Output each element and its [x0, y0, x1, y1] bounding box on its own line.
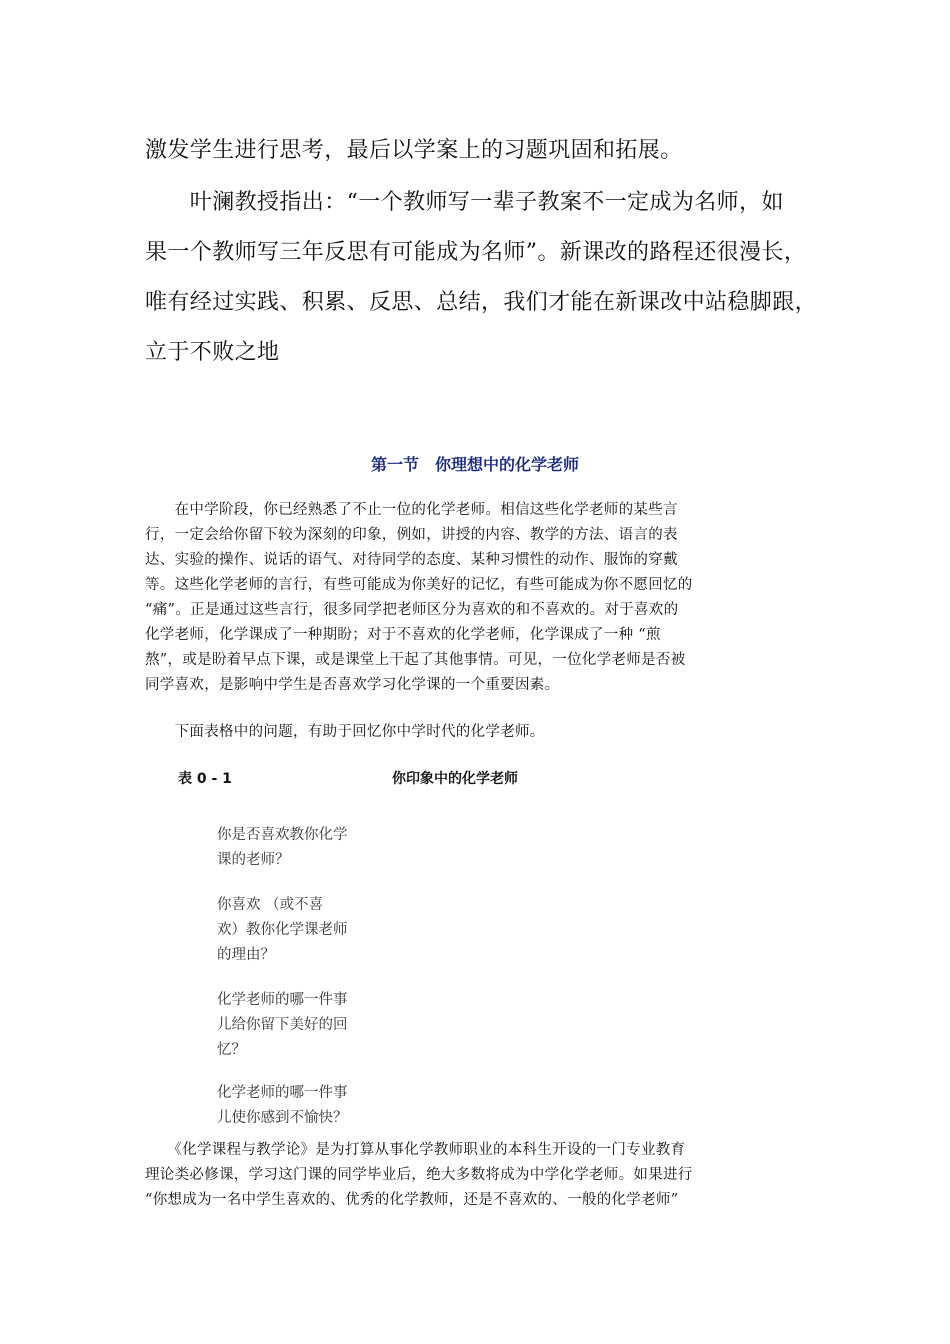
- table-question-line: 你喜欢 （或不喜: [217, 897, 324, 913]
- table-question-line: 你是否喜欢教你化学: [217, 827, 348, 843]
- closing-paragraph-line: 《化学课程与教学论》是为打算从事化学教师职业的本科生开设的一门专业教育: [145, 1142, 686, 1158]
- body-paragraph-line: 同学喜欢，是影响中学生是否喜欢学习化学课的一个重要因素。: [145, 677, 560, 693]
- table-question-line: 的理由？: [217, 947, 275, 963]
- body-paragraph-line: 等。这些化学老师的言行，有些可能成为你美好的记忆，有些可能成为你不愿回忆的: [145, 577, 693, 593]
- body-paragraph-line: 化学老师，化学课成了一种期盼；对于不喜欢的化学老师，化学课成了一种 “煎: [145, 627, 661, 643]
- body-paragraph-line: 在中学阶段，你已经熟悉了不止一位的化学老师。相信这些化学老师的某些言: [145, 502, 678, 518]
- table-question-line: 化学老师的哪一件事: [217, 1085, 348, 1101]
- body-paragraph-line: 熬”，或是盼着早点下课，或是课堂上干起了其他事情。可见，一位化学老师是否被: [145, 652, 686, 668]
- intro-paragraph-line: 果一个教师写三年反思有可能成为名师”。新课改的路程还很漫长，: [145, 240, 807, 265]
- table-number: 表 0 - 1: [178, 771, 232, 787]
- table-question-line: 儿使你感到不愉快？: [217, 1110, 348, 1126]
- body-paragraph-line: 行，一定会给你留下较为深刻的印象，例如，讲授的内容、教学的方法、语言的表: [145, 527, 678, 543]
- table-question-line: 化学老师的哪一件事: [217, 992, 348, 1008]
- closing-paragraph-line: 理论类必修课，学习这门课的同学毕业后，绝大多数将成为中学化学老师。如果进行: [145, 1167, 693, 1183]
- section-title: 第一节 你理想中的化学老师: [370, 455, 579, 474]
- table-question-line: 儿给你留下美好的回: [217, 1017, 348, 1033]
- table-question-line: 课的老师？: [217, 852, 290, 868]
- intro-paragraph-line: 立于不败之地: [145, 340, 280, 365]
- body-paragraph-line: 达、实验的操作、说话的语气、对待同学的态度、某种习惯性的动作、服饰的穿戴: [145, 552, 678, 568]
- table-title: 你印象中的化学老师: [392, 771, 518, 787]
- closing-paragraph-line: “你想成为一名中学生喜欢的、优秀的化学教师，还是不喜欢的、一般的化学老师”: [145, 1192, 679, 1208]
- intro-paragraph-line: 唯有经过实践、积累、反思、总结，我们才能在新课改中站稳脚跟，: [145, 290, 818, 315]
- intro-paragraph-line: 激发学生进行思考，最后以学案上的习题巩固和拓展。: [145, 138, 683, 163]
- table-question-line: 欢）教你化学课老师: [217, 922, 348, 938]
- intro-paragraph-line: 叶澜教授指出：“一个教师写一辈子教案不一定成为名师，如: [145, 190, 784, 215]
- table-question-line: 忆？: [217, 1042, 246, 1058]
- body-paragraph-line: “痛”。正是通过这些言行，很多同学把老师区分为喜欢的和不喜欢的。对于喜欢的: [145, 602, 679, 618]
- table-intro-text: 下面表格中的问题，有助于回忆你中学时代的化学老师。: [145, 724, 545, 740]
